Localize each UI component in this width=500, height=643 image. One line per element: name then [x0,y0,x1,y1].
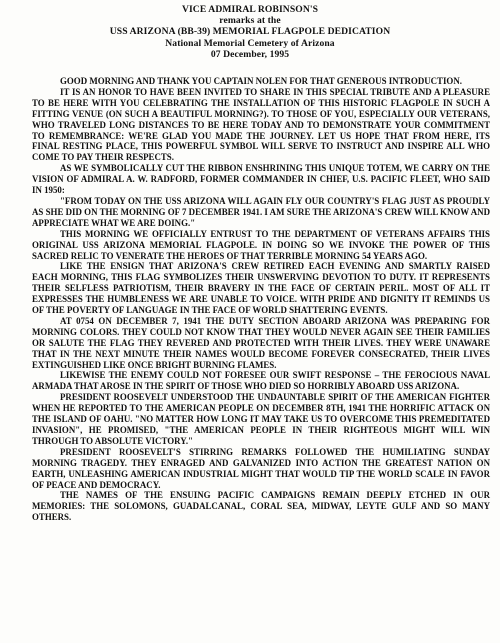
paragraph-remarks: PRESIDENT ROOSEVELT'S STIRRING REMARKS FOLLOWED THE HUMILIATING SUNDAY MORNING TRAGEDY. THEY ENRAGED AND GALVANIZED INTO ACTION THE GREATEST NATION ON EARTH, UNLEASHING AMERICAN INDUSTRIAL MIGHT THAT WOULD TIP THE WORLD SCALE IN FAVOR OF PEACE AND DEMOCRACY. [32,446,490,490]
header-date: 07 December, 1995 [210,48,290,60]
paragraph-greeting: GOOD MORNING AND THANK YOU CAPTAIN NOLEN FOR THAT GENEROUS INTRODUCTION. [60,76,462,86]
header-event: USS ARIZONA (BB-39) MEMORIAL FLAGPOLE DEDICATION [109,26,391,38]
header-title: VICE ADMIRAL ROBINSON'S [181,4,319,15]
paragraph-radford-quote: "FROM TODAY ON THE USS ARIZONA WILL AGAIN FLY OUR COUNTRY'S FLAG JUST AS PROUDLY AS SHE DID ON THE MORNING OF 7 DECEMBER 1941. I AM SURE THE ARIZONA'S CREW WILL KNOW AND APPRECIATE WHAT WE ARE DOING." [32,195,490,228]
paragraph-ribbon: AS WE SYMBOLICALLY CUT THE RIBBON ENSHRINING THIS UNIQUE TOTEM, WE CARRY ON THE VISION OF ADMIRAL A. W. RADFORD, FORMER COMMANDER IN CHIEF, U.S. PACIFIC FLEET, WHO SAID IN 1950: [32,163,490,196]
paragraph-roosevelt: PRESIDENT ROOSEVELT UNDERSTOOD THE UNDAUNTABLE SPIRIT OF THE AMERICAN FIGHTER WHEN HE REPORTED TO THE AMERICAN PEOPLE ON DECEMBER 8TH, 1941 THE HORRIFIC ATTACK ON THE ISLAND OF OAHU. "NO MATTER HOW LONG IT MAY TAKE US TO OVERCOME THIS PREMEDITATED INVASION", HE PROMISED, "THE AMERICAN PEOPLE IN THEIR RIGHTEOUS MIGHT WILL WIN THROUGH TO ABSOLUTE VICTORY." [32,392,490,446]
document-header [0,0,500,60]
paragraph-enemy: LIKEWISE THE ENEMY COULD NOT FORESEE OUR SWIFT RESPONSE – THE FEROCIOUS NAVAL ARMADA THAT AROSE IN THE SPIRIT OF THOSE WHO DIED SO HORRIBLY ABOARD USS ARIZONA. [32,370,490,392]
header-location: National Memorial Cemetery of Arizona [165,37,335,49]
header-subtitle: remarks at the [219,15,281,27]
paragraph-ensign: LIKE THE ENSIGN THAT ARIZONA'S CREW RETIRED EACH EVENING AND SMARTLY RAISED EACH MORNING, THIS FLAG SYMBOLIZES THEIR UNSWERVING DEVOTION TO DUTY. IT REPRESENTS THEIR SELFLESS PATRIOTISM, THEIR BRAVERY IN THE FACE OF CERTAIN PERIL. MOST OF ALL IT EXPRESSES THE HUMBLENESS WE ARE UNABLE TO VOICE. WITH PRIDE AND DIGNITY IT REMINDS US OF THE POVERTY OF LANGUAGE IN THE FACE OF WORLD SHATTERING EVENTS. [32,261,490,316]
speech-body [32,76,490,523]
paragraph-honor: IT IS AN HONOR TO HAVE BEEN INVITED TO SHARE IN THIS SPECIAL TRIBUTE AND A PLEASURE TO BE HERE WITH YOU CELEBRATING THE INSTALLATION OF THIS HISTORIC FLAGPOLE IN SUCH A FITTING VENUE (ON SUCH A BEAUTIFUL MORNING?). TO THOSE OF YOU, ESPECIALLY OUR VETERANS, WHO TRAVELED LONG DISTANCES TO BE HERE TODAY AND TO DEMONSTRATE YOUR COMMITMENT TO REMEMBRANCE: WE'RE GLAD YOU MADE THE JOURNEY. LET US HOPE THAT FROM HERE, ITS FINAL RESTING PLACE, THIS POWERFUL SYMBOL WILL SERVE TO INSTRUCT AND INSPIRE ALL WHO COME TO PAY THEIR RESPECTS. [32,86,490,163]
paragraph-entrust: THIS MORNING WE OFFICIALLY ENTRUST TO THE DEPARTMENT OF VETERANS AFFAIRS THIS ORIGINAL USS ARIZONA MEMORIAL FLAGPOLE. IN DOING SO WE INVOKE THE POWER OF THIS SACRED RELIC TO VENERATE THE HEROES OF THAT TERRIBLE MORNING 54 YEARS AGO. [32,228,490,261]
paragraph-0754: AT 0754 ON DECEMBER 7, 1941 THE DUTY SECTION ABOARD ARIZONA WAS PREPARING FOR MORNING COLORS. THEY COULD NOT KNOW THAT THEY WOULD NEVER AGAIN SEE THEIR FAMILIES OR SALUTE THE FLAG THEY REVERED AND PROTECTED WITH THEIR LIVES. THEY WERE UNAWARE THAT IN THE NEXT MINUTE THEIR NAMES WOULD BECOME FOREVER CONSECRATED, THEIR LIVES EXTINGUISHED LIKE ONCE BRIGHT BURNING FLAMES. [32,315,490,370]
paragraph-campaigns: THE NAMES OF THE ENSUING PACIFIC CAMPAIGNS REMAIN DEEPLY ETCHED IN OUR MEMORIES: THE SOLOMONS, GUADALCANAL, CORAL SEA, MIDWAY, LEYTE GULF AND SO MANY OTHERS. [32,490,490,523]
